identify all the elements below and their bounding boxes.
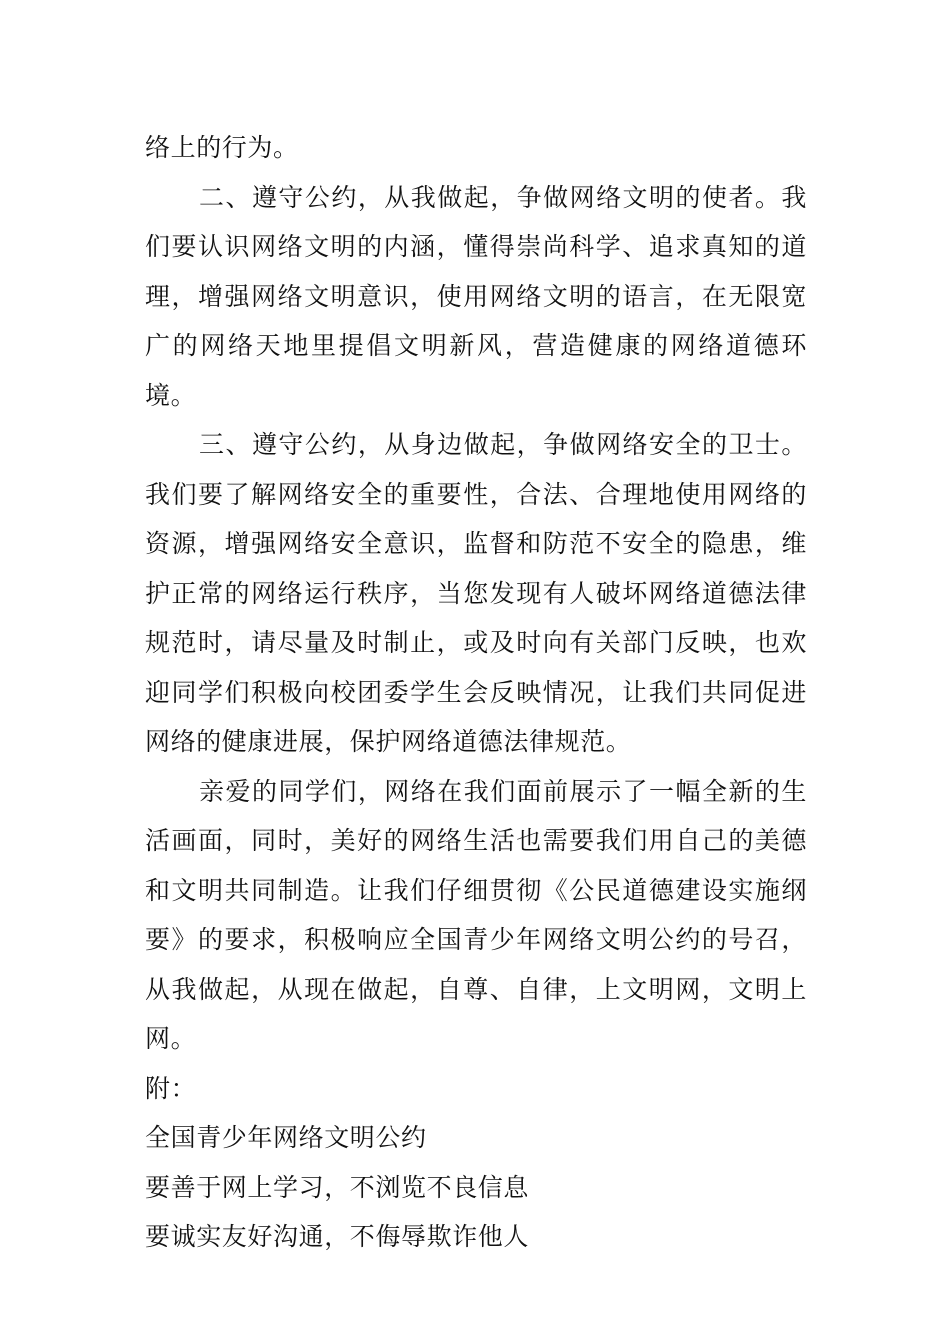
- appendix-label: 附：: [145, 1073, 197, 1103]
- paragraph-point-two: 二、遵守公约，从我做起，争做网络文明的使者。我们要认识网络文明的内涵，懂得崇尚科学、追求真知的道理，增强网络文明意识，使用网络文明的语言，在无限宽广的网络天地里提倡文明新风，营造健康的网络道德环境。: [145, 182, 807, 410]
- convention-item: 要善于网上学习，不浏览不良信息: [145, 1172, 530, 1202]
- document-body: [145, 123, 807, 1262]
- convention-item: 要诚实友好沟通，不侮辱欺诈他人: [145, 1222, 530, 1251]
- paragraph-continuation: 络上的行为。: [145, 133, 299, 162]
- paragraph-point-three: 三、遵守公约，从身边做起，争做网络安全的卫士。我们要了解网络安全的重要性，合法、合理地使用网络的资源，增强网络安全意识，监督和防范不安全的隐患，维护正常的网络运行秩序，当您发现有人破坏网络道德法律规范时，请尽量及时制止，或及时向有关部门反映，也欢迎同学们积极向校团委学生会反映情况，让我们共同促进网络的健康进展，保护网络道德法律规范。: [145, 430, 807, 756]
- paragraph-closing: 亲爱的同学们，网络在我们面前展示了一幅全新的生活画面，同时，美好的网络生活也需要我们用自己的美德和文明共同制造。让我们仔细贯彻《公民道德建设实施纲要》的要求，积极响应全国青少年网络文明公约的号召，从我做起，从现在做起，自尊、自律，上文明网，文明上网。: [145, 776, 807, 1053]
- convention-title: 全国青少年网络文明公约: [145, 1123, 427, 1152]
